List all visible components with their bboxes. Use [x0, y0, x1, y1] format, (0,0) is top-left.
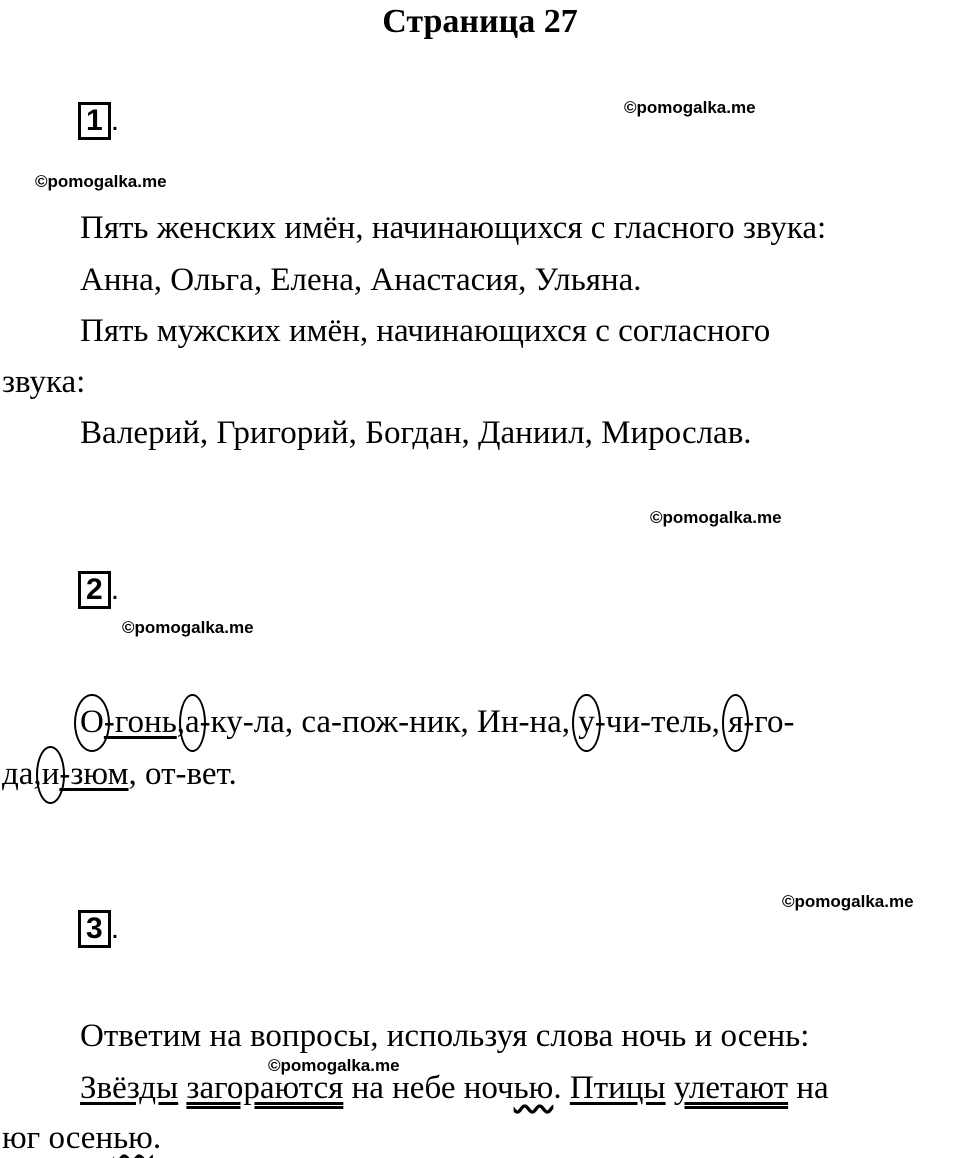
- task1-line1: Пять женских имён, начинающихся с гласного звука:: [80, 210, 827, 246]
- watermark: ©pomogalka.me: [624, 98, 756, 117]
- subject-1: Звёзды: [80, 1070, 179, 1106]
- word-otvet: , от-вет.: [128, 756, 237, 792]
- task2-number: [78, 571, 119, 609]
- word-rest: -зюм: [59, 756, 129, 792]
- task1-number-dot: .: [110, 104, 120, 137]
- text-segment: на: [796, 1070, 829, 1106]
- text-segment: юг осен: [2, 1120, 114, 1156]
- circled-vowel: а: [185, 704, 200, 740]
- task1-line3: Пять мужских имён, начинающихся с согласного: [80, 313, 771, 349]
- period: .: [553, 1070, 562, 1106]
- word-izyum: [42, 756, 129, 792]
- watermark: ©pomogalka.me: [35, 172, 167, 191]
- task3-number-digit: 3: [86, 912, 103, 945]
- word-rest: -ку-ла, са-пож-ник, Ин-на,: [199, 704, 571, 740]
- task1-line2: Анна, Ольга, Елена, Анастасия, Ульяна.: [80, 262, 642, 298]
- task3-line1: Ответим на вопросы, используя слова ночь и осень:: [80, 1018, 810, 1054]
- circled-vowel: О: [80, 704, 104, 740]
- task2-number-digit: 2: [86, 573, 103, 606]
- task1-number-digit: 1: [86, 104, 103, 137]
- task1-line5: Валерий, Григорий, Богдан, Даниил, Мирослав.: [80, 415, 752, 451]
- watermark: ©pomogalka.me: [268, 1056, 400, 1075]
- comma: ,: [176, 704, 186, 740]
- task2-line2: [2, 754, 237, 794]
- task2-number-dot: .: [110, 573, 120, 606]
- predicate-1: загораются: [186, 1070, 344, 1106]
- word-rest: -гонь: [103, 704, 177, 740]
- watermark: ©pomogalka.me: [782, 892, 914, 911]
- circled-vowel: я: [728, 704, 744, 740]
- word-rest: -го-: [743, 704, 795, 740]
- word-rest: -чи-тель,: [594, 704, 720, 740]
- task3-number: [78, 910, 119, 948]
- ending-1: ью: [513, 1070, 554, 1106]
- word-da: да,: [2, 756, 42, 792]
- page-title: Страница 27: [382, 3, 578, 40]
- subject-2: Птицы: [569, 1070, 666, 1106]
- task3-line3: [2, 1118, 161, 1158]
- predicate-2: улетают: [673, 1070, 789, 1106]
- task3-number-dot: .: [110, 912, 120, 945]
- circled-vowel: и: [41, 756, 60, 792]
- circled-vowel: у: [578, 704, 595, 740]
- text-segment: на небе ноч: [351, 1070, 514, 1106]
- ending-2: ью: [113, 1120, 153, 1156]
- watermark: ©pomogalka.me: [650, 508, 782, 527]
- watermark: ©pomogalka.me: [122, 618, 254, 637]
- task3-line2: [80, 1068, 829, 1108]
- task1-line4: звука:: [2, 364, 86, 400]
- period: .: [152, 1120, 162, 1156]
- task2-line1: [80, 702, 795, 742]
- word-ogon: [80, 704, 177, 740]
- task1-number: [78, 102, 119, 140]
